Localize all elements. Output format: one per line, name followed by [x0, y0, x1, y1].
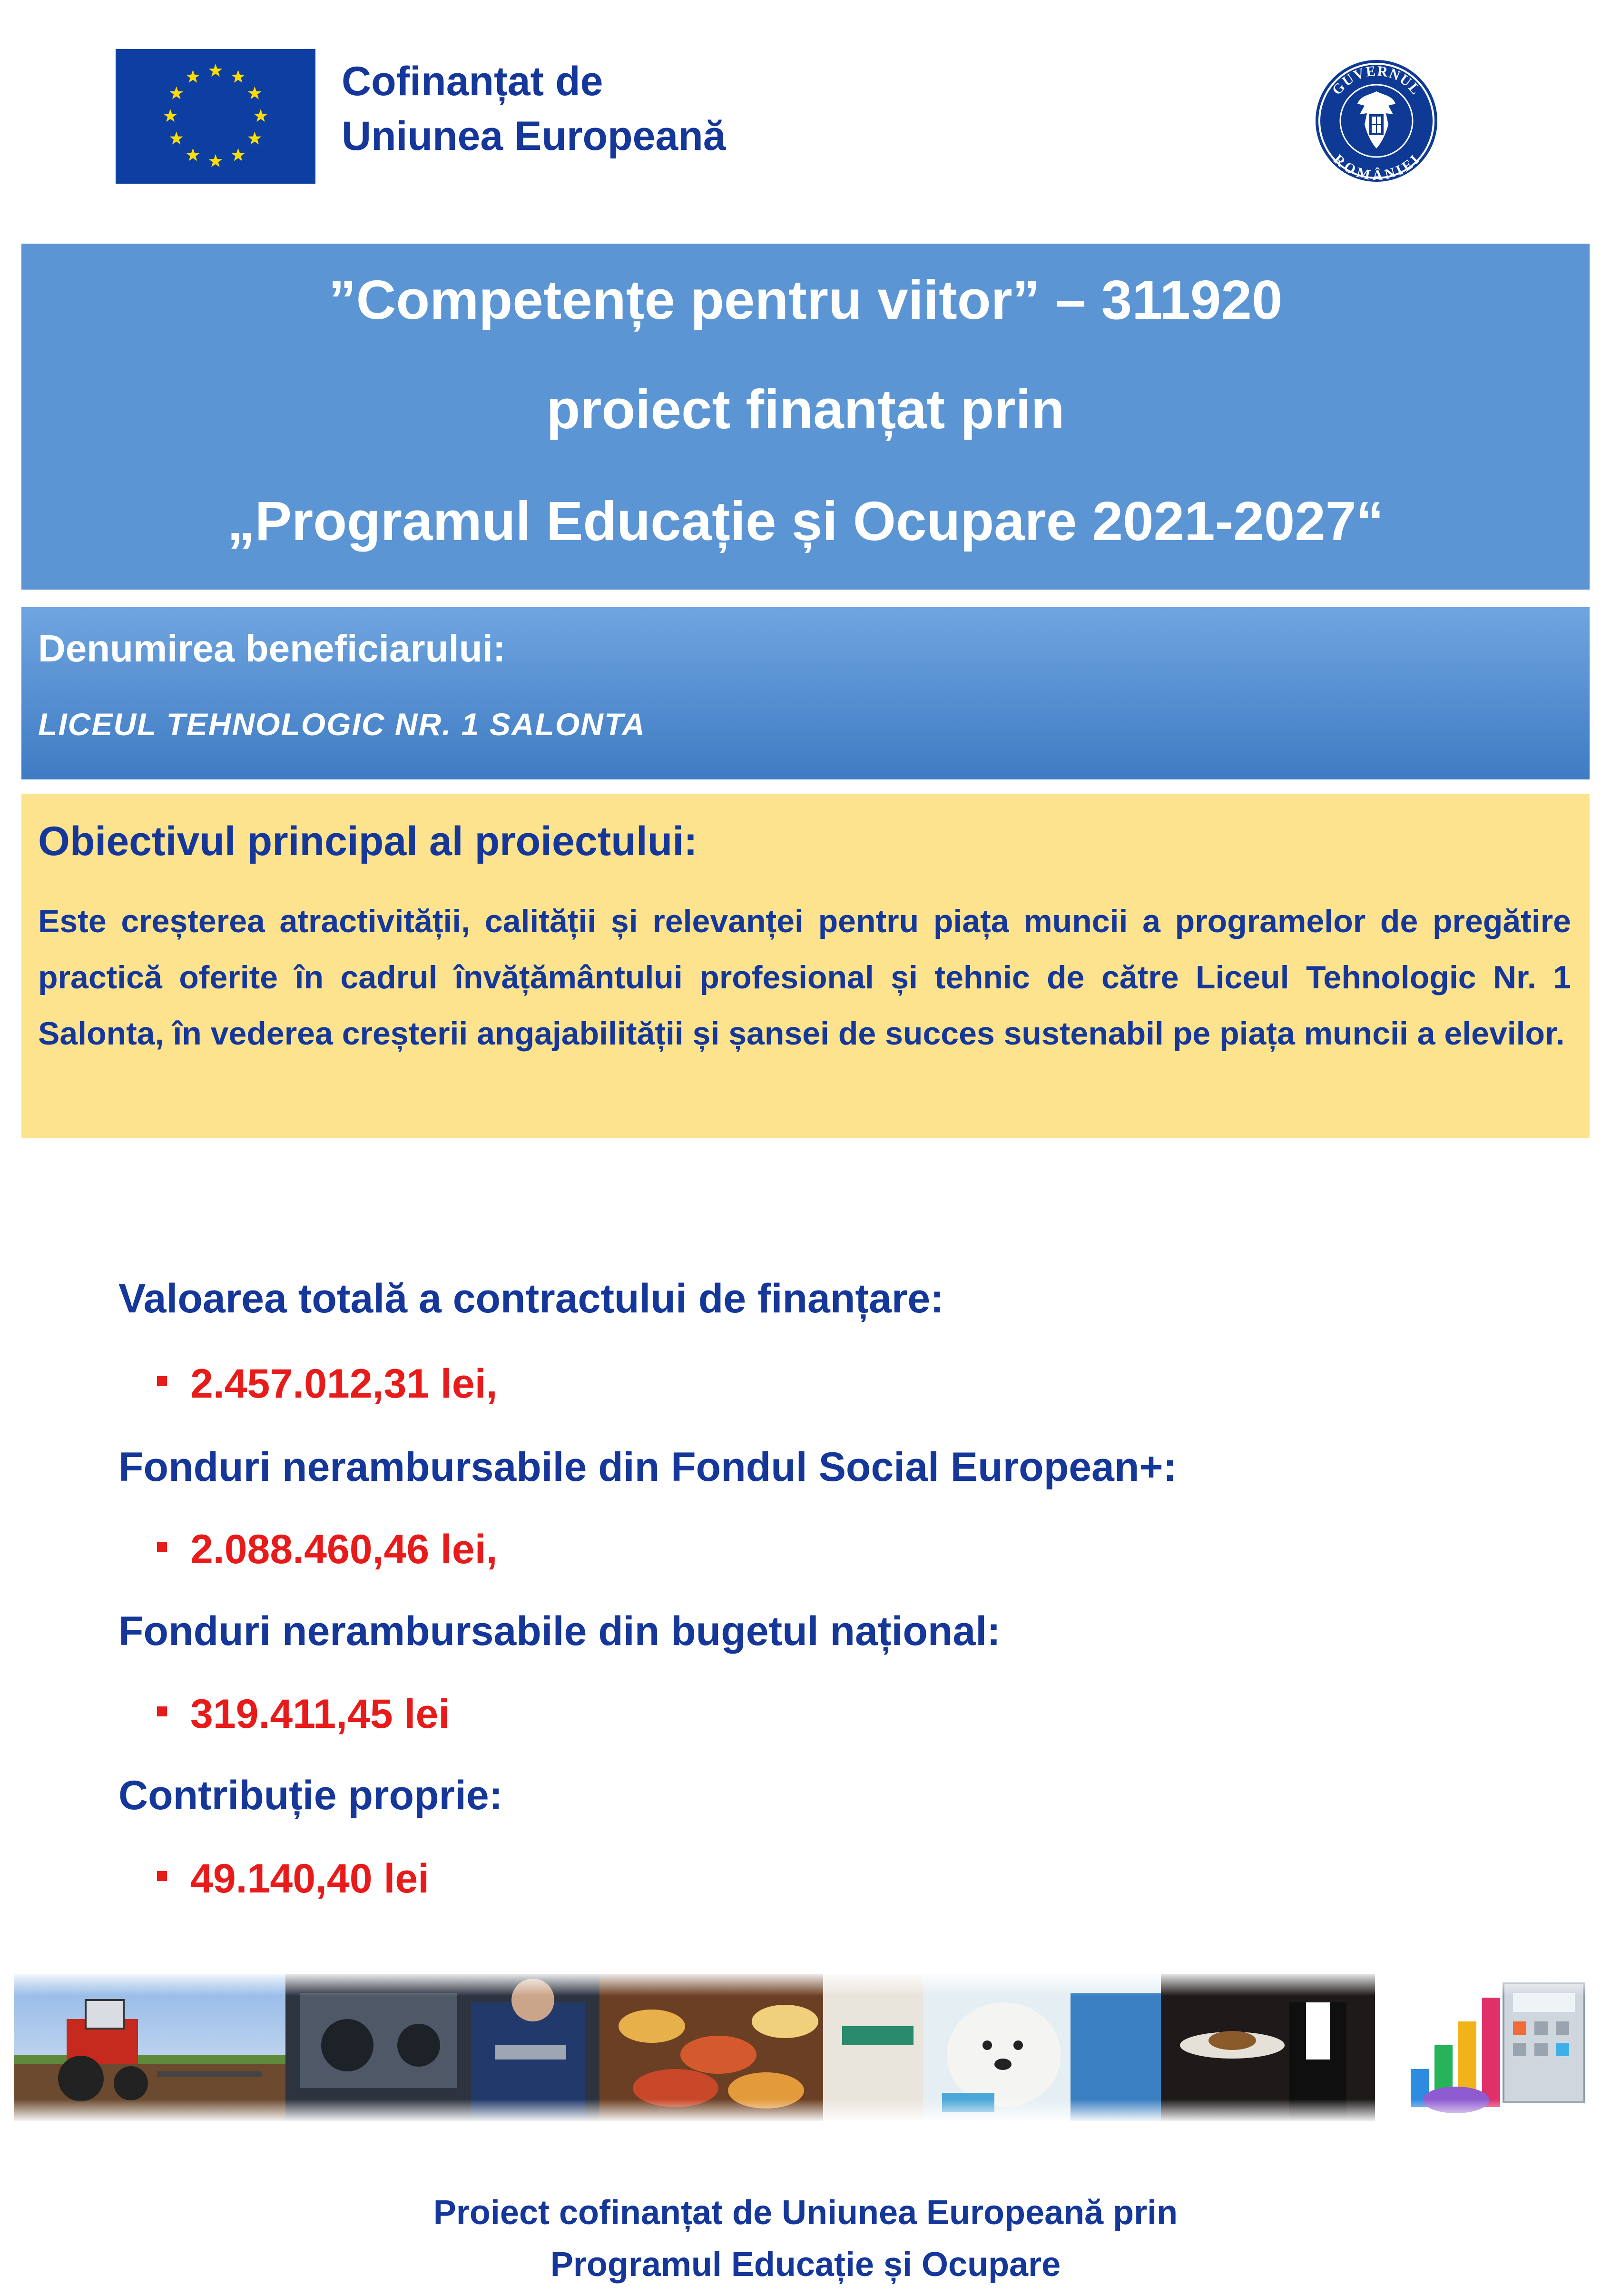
- eu-flag-icon: [116, 49, 315, 184]
- cofinantat-line-2: Uniunea Europeană: [342, 113, 726, 159]
- objective-text: Este creșterea atractivității, calității și relevanței pentru piața muncii a programelor de pregătire practică oferite în cadrul învățământului profesional și tehnic de către Liceul Tehnologic Nr. 1 Salonta, în vederea creșterii angajabilității și șansei de succes sustenabil pe piața muncii a elevilor.: [38, 903, 1571, 1052]
- financing-value: 2.088.460,46 lei,: [190, 1527, 498, 1572]
- title-band: [21, 244, 1590, 590]
- financing-value: 2.457.012,31 lei,: [190, 1361, 498, 1407]
- beneficiary-label: Denumirea beneficiarului:: [38, 627, 506, 670]
- beneficiary-name: LICEUL TEHNOLOGIC NR. 1 SALONTA: [38, 707, 646, 742]
- objective-title: Obiectivul principal al proiectului:: [38, 818, 697, 864]
- vocational-photo-strip: [14, 1974, 1599, 2121]
- bullet-icon: [157, 1542, 167, 1552]
- footer-line-1: Proiect cofinanțat de Uniunea Europeană prin: [433, 2194, 1178, 2232]
- financing-label: Fonduri nerambursabile din Fondul Social European+:: [118, 1444, 1177, 1490]
- seal-top-text: GUVERNUL: [1329, 63, 1424, 98]
- romanian-coat-of-arms-icon: [1298, 58, 1455, 184]
- seal-bottom-text: ROMÂNIEI: [1330, 151, 1423, 184]
- bullet-icon: [157, 1871, 167, 1881]
- financing-label: Valoarea totală a contractului de finanțare:: [118, 1276, 944, 1321]
- cofinantat-line-1: Cofinanțat de: [342, 59, 603, 104]
- objective-band: [21, 794, 1590, 1138]
- bullet-icon: [157, 1376, 167, 1386]
- bullet-icon: [157, 1706, 167, 1716]
- title-line-1: ”Competențe pentru viitor” – 311920: [328, 269, 1283, 331]
- financing-value: 319.411,45 lei: [190, 1691, 450, 1737]
- title-line-2: proiect finanțat prin: [546, 378, 1065, 440]
- title-line-3: „Programul Educație și Ocupare 2021-2027“: [227, 490, 1384, 552]
- footer-line-2: Programul Educație și Ocupare: [550, 2246, 1061, 2284]
- financing-label: Contribuție proprie:: [118, 1773, 503, 1818]
- financing-label: Fonduri nerambursabile din bugetul național:: [118, 1608, 1001, 1654]
- financing-value: 49.140,40 lei: [190, 1856, 430, 1902]
- beneficiary-band: [21, 607, 1590, 779]
